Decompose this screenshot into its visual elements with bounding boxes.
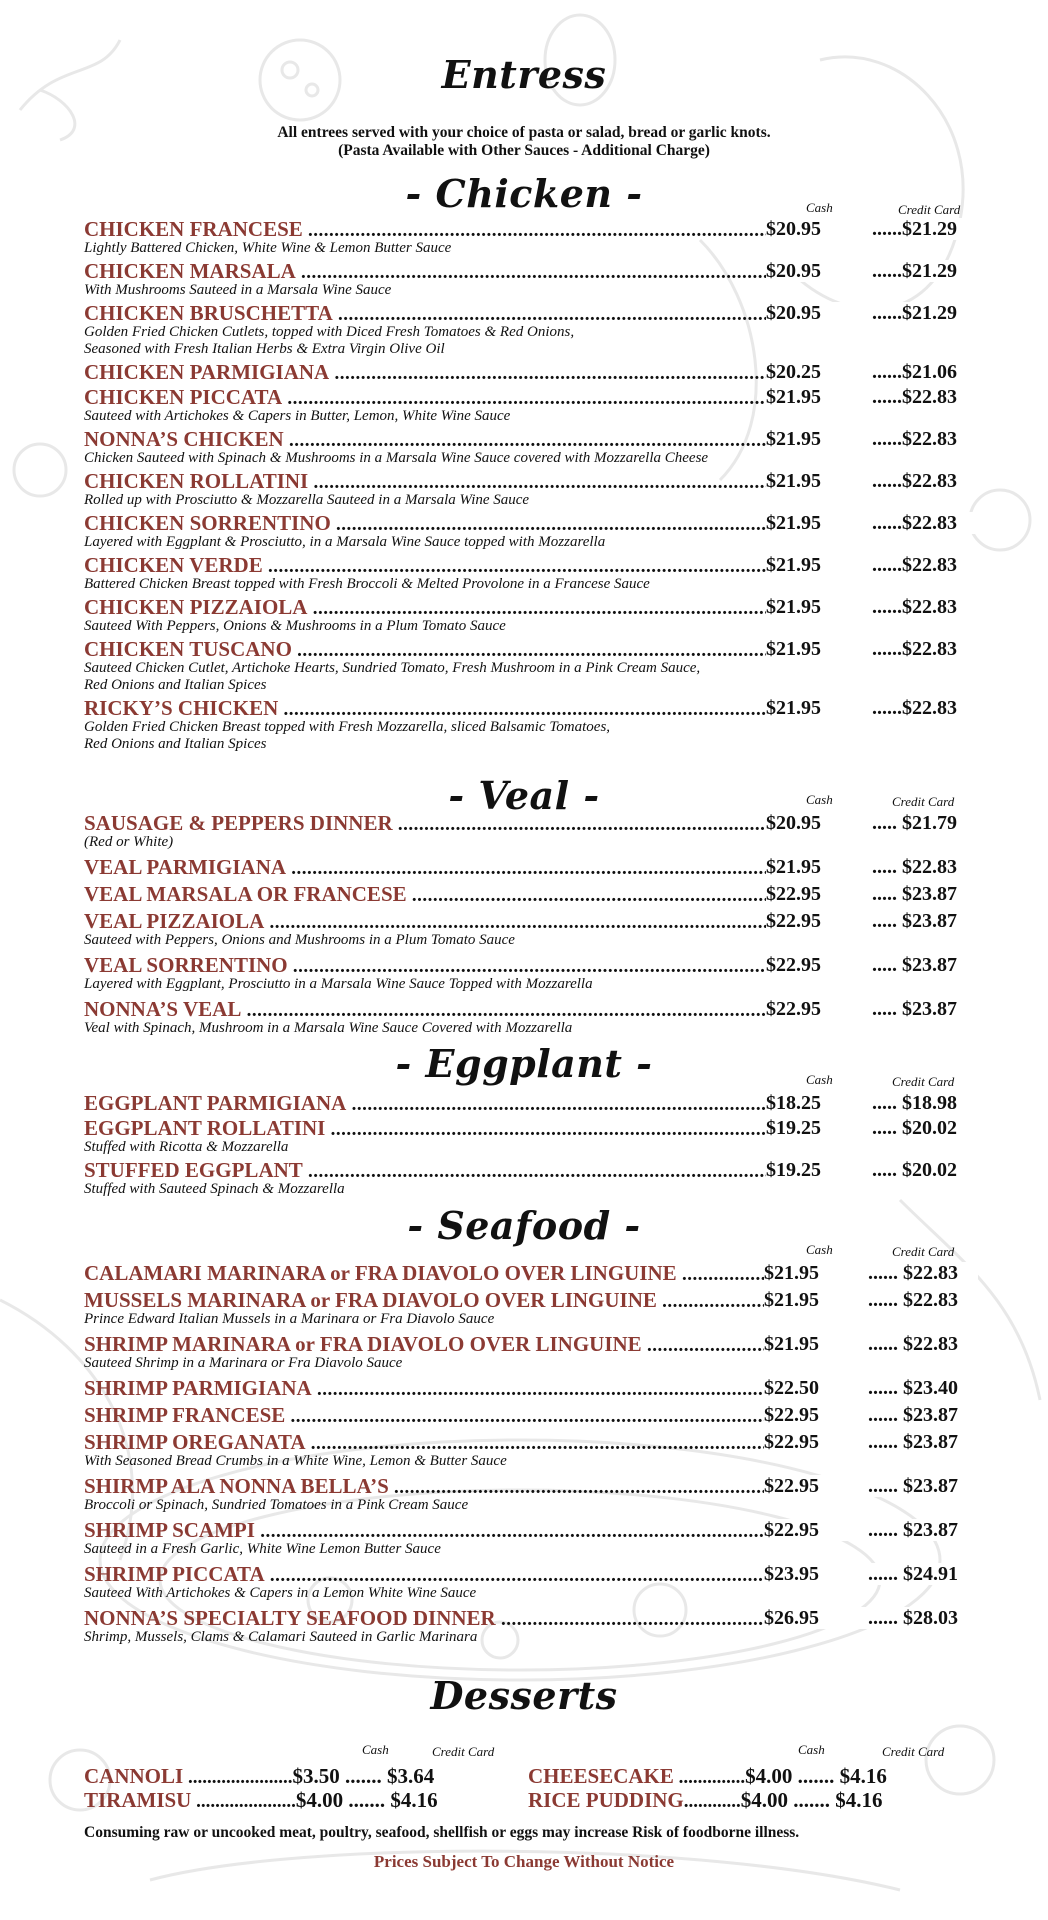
menu-item-name: CHICKEN TUSCANO ..... [84, 638, 772, 662]
menu-item-credit-price: ......$22.83 [872, 512, 982, 534]
menu-item-row [0, 954, 1048, 976]
veal-credit-header: Credit Card [892, 794, 955, 809]
menu-item-description [0, 1139, 904, 1156]
menu-item-row [0, 998, 1048, 1020]
veal-menu-item [0, 883, 1048, 905]
menu-item-name: MUSSELS MARINARA or FRA DIAVOLO OVER LINGUINE ..... [84, 1289, 770, 1313]
menu-item-row [0, 386, 1048, 408]
menu-item-row [0, 1607, 1048, 1629]
menu-item-row [0, 361, 1048, 383]
description-line: Sauteed Chicken Cutlet, Artichoke Hearts, Sundried Tomato, Fresh Mushroom in a Pink Cream Sauce, [84, 660, 701, 676]
menu-item-row [0, 1519, 1048, 1541]
menu-item-credit-price: ..... $21.79 [872, 812, 982, 834]
menu-item-cash-price: $22.95 [766, 910, 874, 932]
menu-item-credit-price: ...... $28.03 [868, 1607, 978, 1629]
menu-item-credit-price: ..... $20.02 [872, 1159, 982, 1181]
seafood-menu-item [0, 1563, 1048, 1602]
menu-item-cash-price: $22.95 [764, 1475, 872, 1497]
chicken-menu-item [0, 260, 1048, 299]
menu-item-row [0, 596, 1048, 618]
chicken-credit-header: Credit Card [898, 202, 961, 217]
veal-menu-item [0, 856, 1048, 878]
menu-item-name: CHICKEN MARSALA ..... [84, 260, 772, 284]
menu-item-credit-price: ......$22.83 [872, 554, 982, 576]
chicken-menu-item [0, 218, 1048, 257]
menu-item-cash-price: $26.95 [764, 1607, 872, 1629]
seafood-menu-item [0, 1333, 1048, 1372]
dessert-name: CHEESECAKE [528, 1764, 674, 1788]
menu-item-description [0, 282, 904, 299]
dessert-credit-price: ....... $4.16 [792, 1764, 887, 1788]
menu-item-description [0, 618, 904, 635]
menu-item-description [0, 450, 904, 467]
menu-item-cash-price: $22.95 [766, 954, 874, 976]
desserts-cash-header-left: Cash [362, 1742, 389, 1757]
menu-item-cash-price: $21.95 [766, 856, 874, 878]
menu-item-description [0, 1311, 904, 1328]
dessert-item [528, 1764, 887, 1788]
menu-item-name: VEAL MARSALA OR FRANCESE ..... [84, 883, 772, 907]
menu-item-row [0, 512, 1048, 534]
intro-line-2: (Pasta Available with Other Sauces - Additional Charge) [338, 142, 710, 159]
menu-item-description [0, 1020, 904, 1037]
menu-item-cash-price: $21.95 [766, 596, 874, 618]
description-line: Golden Fried Chicken Breast topped with Fresh Mozzarella, sliced Balsamic Tomatoes, [84, 719, 611, 735]
veal-menu-item [0, 910, 1048, 949]
page-title: Entress [441, 52, 607, 97]
menu-item-credit-price: ...... $23.87 [868, 1431, 978, 1453]
menu-item-row [0, 812, 1048, 834]
description-line: With Seasoned Bread Crumbs in a White Wine, Lemon & Butter Sauce [84, 1453, 507, 1469]
chicken-menu-item [0, 697, 1048, 753]
section-chicken [0, 170, 1048, 756]
dessert-cash-price: $3.50 [292, 1764, 340, 1788]
description-line: Broccoli or Spinach, Sundried Tomatoes in a Pink Cream Sauce [84, 1497, 469, 1513]
menu-item-cash-price: $19.25 [766, 1117, 874, 1139]
menu-item-name: CHICKEN ROLLATINI ..... [84, 470, 772, 494]
veal-cash-header: Cash [806, 792, 833, 807]
eggplant-menu-item [0, 1092, 1048, 1114]
menu-item-cash-price: $22.95 [766, 998, 874, 1020]
description-line: Sauteed Shrimp in a Marinara or Fra Diavolo Sauce [84, 1355, 403, 1371]
menu-item-cash-price: $20.95 [766, 302, 874, 324]
menu-item-name: NONNA’S SPECIALTY SEAFOOD DINNER ..... [84, 1607, 770, 1631]
menu-item-row [0, 1333, 1048, 1355]
section-veal [0, 772, 1048, 1042]
menu-item-row [0, 1475, 1048, 1497]
chicken-menu-item [0, 361, 1048, 383]
seafood-header [0, 1202, 1048, 1262]
menu-item-description [0, 1181, 904, 1198]
description-line: Sauteed with Peppers, Onions and Mushrooms in a Plum Tomato Sauce [84, 932, 515, 948]
dessert-cash-price: $4.00 [740, 1788, 789, 1812]
menu-item-description [0, 719, 904, 753]
dessert-leader-dots: ..................... [191, 1791, 296, 1812]
menu-item-cash-price: $22.95 [764, 1431, 872, 1453]
dessert-name: CANNOLI [84, 1764, 184, 1788]
menu-item-credit-price: ..... $22.83 [872, 856, 982, 878]
chicken-cash-header: Cash [806, 200, 833, 215]
seafood-title: - Seafood - [407, 1203, 641, 1248]
desserts-right-column [528, 1764, 887, 1812]
menu-item-cash-price: $20.25 [766, 361, 874, 383]
veal-menu-item [0, 812, 1048, 851]
description-line: Sauteed With Artichokes & Capers in a Lemon White Wine Sauce [84, 1585, 477, 1601]
dessert-name: RICE PUDDING [528, 1788, 684, 1812]
menu-item-name: CHICKEN PIZZAIOLA ..... [84, 596, 772, 620]
description-line: Seasoned with Fresh Italian Herbs & Extra Virgin Olive Oil [84, 341, 445, 357]
menu-item-row [0, 470, 1048, 492]
menu-item-cash-price: $20.95 [766, 260, 874, 282]
menu-item-credit-price: ......$21.29 [872, 260, 982, 282]
intro-line-1: All entrees served with your choice of pasta or salad, bread or garlic knots. [277, 124, 771, 141]
menu-item-credit-price: ...... $22.83 [868, 1289, 978, 1311]
seafood-menu-item [0, 1262, 1048, 1284]
seafood-menu-item [0, 1404, 1048, 1426]
menu-item-cash-price: $21.95 [766, 554, 874, 576]
menu-item-row [0, 1377, 1048, 1399]
description-line: Sauteed with Artichokes & Capers in Butter, Lemon, White Wine Sauce [84, 408, 511, 424]
menu-item-cash-price: $21.95 [764, 1289, 872, 1311]
menu-item-row [0, 1159, 1048, 1181]
menu-item-row [0, 910, 1048, 932]
seafood-menu-item [0, 1607, 1048, 1646]
description-line: With Mushrooms Sauteed in a Marsala Wine Sauce [84, 282, 392, 298]
menu-item-cash-price: $20.95 [766, 812, 874, 834]
menu-item-row [0, 428, 1048, 450]
description-line: Red Onions and Italian Spices [84, 736, 267, 752]
menu-item-description [0, 408, 904, 425]
seafood-menu-item [0, 1377, 1048, 1399]
description-line: Rolled up with Prosciutto & Mozzarella Sauteed in a Marsala Wine Sauce [84, 492, 530, 508]
menu-item-credit-price: ......$21.29 [872, 302, 982, 324]
menu-item-credit-price: ...... $23.87 [868, 1475, 978, 1497]
menu-item-description [0, 576, 904, 593]
description-line: Prince Edward Italian Mussels in a Marinara or Fra Diavolo Sauce [84, 1311, 495, 1327]
menu-item-description [0, 492, 904, 509]
description-line: Sauteed With Peppers, Onions & Mushrooms in a Plum Tomato Sauce [84, 618, 506, 634]
menu-item-credit-price: ......$21.06 [872, 361, 982, 383]
menu-item-cash-price: $20.95 [766, 218, 874, 240]
menu-item-cash-price: $22.95 [764, 1519, 872, 1541]
menu-item-row [0, 1404, 1048, 1426]
seafood-menu-item [0, 1519, 1048, 1558]
menu-item-credit-price: ......$22.83 [872, 386, 982, 408]
chicken-menu-item [0, 386, 1048, 425]
menu-item-credit-price: ......$22.83 [872, 638, 982, 660]
section-eggplant [0, 1040, 1048, 1201]
menu-item-description [0, 1453, 904, 1470]
chicken-title: - Chicken - [405, 171, 643, 216]
menu-item-row [0, 218, 1048, 240]
menu-item-row [0, 260, 1048, 282]
menu-item-credit-price: ......$22.83 [872, 470, 982, 492]
eggplant-menu-item [0, 1117, 1048, 1156]
veal-header [0, 772, 1048, 818]
menu-item-cash-price: $21.95 [766, 697, 874, 719]
description-line: Shrimp, Mussels, Clams & Calamari Sauteed in Garlic Marinara [84, 1629, 478, 1645]
menu-item-name: CHICKEN VERDE ..... [84, 554, 772, 578]
chicken-menu-item [0, 596, 1048, 635]
menu-item-row [0, 856, 1048, 878]
veal-title: - Veal - [448, 773, 600, 818]
chicken-menu-item [0, 302, 1048, 358]
menu-item-row [0, 302, 1048, 324]
description-line: Battered Chicken Breast topped with Fresh Broccoli & Melted Provolone in a Francese Sauce [84, 576, 650, 592]
menu-item-name: SHRIMP SCAMPI ..... [84, 1519, 770, 1543]
menu-item-description [0, 1497, 904, 1514]
menu-item-description [0, 240, 904, 257]
chicken-menu-item [0, 470, 1048, 509]
dessert-item [84, 1788, 438, 1812]
chicken-menu-item [0, 428, 1048, 467]
menu-item-description [0, 1585, 904, 1602]
dessert-leader-dots: ............ [683, 1791, 741, 1812]
section-desserts [0, 1672, 1048, 1812]
menu-item-name: VEAL PARMIGIANA ..... [84, 856, 772, 880]
eggplant-menu-item [0, 1159, 1048, 1198]
seafood-menu-item [0, 1431, 1048, 1470]
menu-item-credit-price: ...... $22.83 [868, 1262, 978, 1284]
menu-item-name: SAUSAGE & PEPPERS DINNER ..... [84, 812, 772, 836]
description-line: Red Onions and Italian Spices [84, 677, 267, 693]
veal-menu-item [0, 954, 1048, 993]
description-line: Stuffed with Ricotta & Mozzarella [84, 1139, 289, 1155]
menu-item-description [0, 834, 904, 851]
menu-item-name: CHICKEN SORRENTINO ..... [84, 512, 772, 536]
menu-item-name: VEAL PIZZAIOLA ..... [84, 910, 772, 934]
menu-item-description [0, 1355, 904, 1372]
dessert-cash-price: $4.00 [745, 1764, 793, 1788]
menu-item-name: RICKY’S CHICKEN ..... [84, 697, 772, 721]
desserts-title: Desserts [430, 1673, 618, 1718]
dessert-leader-dots: .............. [673, 1767, 746, 1788]
desserts-credit-header-right: Credit Card [882, 1744, 945, 1759]
menu-item-description [0, 324, 904, 358]
menu-item-name: CHICKEN PICCATA ..... [84, 386, 772, 410]
menu-item-cash-price: $18.25 [766, 1092, 874, 1114]
eggplant-header [0, 1040, 1048, 1092]
menu-item-name: EGGPLANT ROLLATINI ..... [84, 1117, 772, 1141]
menu-item-row [0, 1092, 1048, 1114]
seafood-menu-item [0, 1289, 1048, 1328]
dessert-leader-dots: ...................... [183, 1767, 293, 1788]
menu-item-name: SHRIMP FRANCESE ..... [84, 1404, 770, 1428]
chicken-menu-item [0, 554, 1048, 593]
menu-item-name: CHICKEN BRUSCHETTA ..... [84, 302, 772, 326]
menu-item-credit-price: ..... $23.87 [872, 910, 982, 932]
menu-item-row [0, 1117, 1048, 1139]
menu-item-cash-price: $21.95 [766, 428, 874, 450]
menu-item-row [0, 554, 1048, 576]
description-line: Veal with Spinach, Mushroom in a Marsala Wine Sauce Covered with Mozzarella [84, 1020, 573, 1036]
menu-item-cash-price: $21.95 [764, 1333, 872, 1355]
menu-item-description [0, 1629, 904, 1646]
menu-item-description [0, 1541, 904, 1558]
menu-item-name: NONNA’S VEAL ..... [84, 998, 772, 1022]
menu-item-credit-price: ...... $23.40 [868, 1377, 978, 1399]
menu-item-credit-price: ......$22.83 [872, 428, 982, 450]
menu-item-credit-price: ...... $23.87 [868, 1519, 978, 1541]
dessert-name: TIRAMISU [84, 1788, 192, 1812]
menu-item-description [0, 534, 904, 551]
seafood-menu-item [0, 1475, 1048, 1514]
description-line: Layered with Eggplant, Prosciutto in a Marsala Wine Sauce Topped with Mozzarella [84, 976, 593, 992]
eggplant-title: - Eggplant - [395, 1041, 653, 1086]
desserts-credit-header-left: Credit Card [432, 1744, 495, 1759]
menu-item-name: CHICKEN FRANCESE ..... [84, 218, 772, 242]
menu-item-credit-price: ......$22.83 [872, 596, 982, 618]
veal-menu-item [0, 998, 1048, 1037]
menu-item-name: EGGPLANT PARMIGIANA ..... [84, 1092, 772, 1116]
menu-item-cash-price: $21.95 [766, 638, 874, 660]
menu-item-cash-price: $22.95 [766, 883, 874, 905]
dessert-item [528, 1788, 887, 1812]
dessert-credit-price: ....... $4.16 [343, 1788, 438, 1812]
description-line: Lightly Battered Chicken, White Wine & Lemon Butter Sauce [84, 240, 452, 256]
seafood-credit-header: Credit Card [892, 1244, 955, 1259]
menu-item-description [0, 976, 904, 993]
menu-item-credit-price: ...... $24.91 [868, 1563, 978, 1585]
chicken-menu-item [0, 512, 1048, 551]
menu-item-cash-price: $21.95 [766, 512, 874, 534]
desserts-cash-header-right: Cash [798, 1742, 825, 1757]
menu-item-row [0, 1563, 1048, 1585]
menu-item-credit-price: ...... $22.83 [868, 1333, 978, 1355]
eggplant-credit-header: Credit Card [892, 1074, 955, 1089]
menu-item-row [0, 697, 1048, 719]
menu-item-description [0, 932, 904, 949]
menu-item-name: CALAMARI MARINARA or FRA DIAVOLO OVER LINGUINE ..... [84, 1262, 770, 1286]
menu-item-cash-price: $22.50 [764, 1377, 872, 1399]
menu-item-credit-price: ..... $23.87 [872, 998, 982, 1020]
menu-item-cash-price: $23.95 [764, 1563, 872, 1585]
eggplant-cash-header: Cash [806, 1072, 833, 1087]
menu-item-credit-price: ......$22.83 [872, 697, 982, 719]
menu-item-credit-price: ..... $23.87 [872, 954, 982, 976]
menu-item-credit-price: ...... $23.87 [868, 1404, 978, 1426]
food-safety-warning: Consuming raw or uncooked meat, poultry, seafood, shellfish or eggs may increase Risk of foodborne illness. [84, 1824, 800, 1841]
menu-item-name: VEAL SORRENTINO ..... [84, 954, 772, 978]
menu-item-cash-price: $22.95 [764, 1404, 872, 1426]
menu-item-name: CHICKEN PARMIGIANA ..... [84, 361, 772, 385]
menu-item-row [0, 1431, 1048, 1453]
description-line: (Red or White) [84, 834, 174, 850]
description-line: Golden Fried Chicken Cutlets, topped with Diced Fresh Tomatoes & Red Onions, [84, 324, 575, 340]
menu-item-cash-price: $19.25 [766, 1159, 874, 1181]
dessert-cash-price: $4.00 [295, 1788, 344, 1812]
menu-item-name: SHIRMP ALA NONNA BELLA’S ..... [84, 1475, 770, 1499]
description-line: Chicken Sauteed with Spinach & Mushrooms in a Marsala Wine Sauce covered with Mozzarella Cheese [84, 450, 709, 466]
seafood-cash-header: Cash [806, 1242, 833, 1257]
chicken-menu-item [0, 638, 1048, 694]
entrees-intro [0, 124, 1048, 160]
dessert-credit-price: ....... $3.64 [339, 1764, 435, 1788]
menu-item-credit-price: ..... $20.02 [872, 1117, 982, 1139]
description-line: Layered with Eggplant & Prosciutto, in a Marsala Wine Sauce topped with Mozzarella [84, 534, 606, 550]
description-line: Stuffed with Sauteed Spinach & Mozzarella [84, 1181, 345, 1197]
menu-item-name: SHRIMP PARMIGIANA ..... [84, 1377, 770, 1401]
desserts-left-column [84, 1764, 438, 1812]
menu-item-cash-price: $21.95 [766, 386, 874, 408]
price-notice: Prices Subject To Change Without Notice [373, 1852, 675, 1871]
menu-item-name: SHRIMP PICCATA ..... [84, 1563, 770, 1587]
menu-item-name: STUFFED EGGPLANT ..... [84, 1159, 772, 1183]
menu-item-row [0, 883, 1048, 905]
chicken-header [0, 170, 1048, 218]
menu-item-cash-price: $21.95 [764, 1262, 872, 1284]
menu-item-row [0, 638, 1048, 660]
description-line: Sauteed in a Fresh Garlic, White Wine Lemon Butter Sauce [84, 1541, 441, 1557]
menu-item-credit-price: ..... $18.98 [872, 1092, 982, 1114]
section-seafood [0, 1202, 1048, 1651]
menu-item-name: NONNA’S CHICKEN ..... [84, 428, 772, 452]
menu-item-cash-price: $21.95 [766, 470, 874, 492]
menu-item-credit-price: ..... $23.87 [872, 883, 982, 905]
menu-item-row [0, 1289, 1048, 1311]
menu-item-credit-price: ......$21.29 [872, 218, 982, 240]
menu-item-name: SHRIMP OREGANATA ..... [84, 1431, 770, 1455]
menu-item-row [0, 1262, 1048, 1284]
menu-item-description [0, 660, 904, 694]
dessert-credit-price: ....... $4.16 [788, 1788, 883, 1812]
dessert-item [84, 1764, 438, 1788]
menu-item-name: SHRIMP MARINARA or FRA DIAVOLO OVER LINGUINE ..... [84, 1333, 770, 1357]
